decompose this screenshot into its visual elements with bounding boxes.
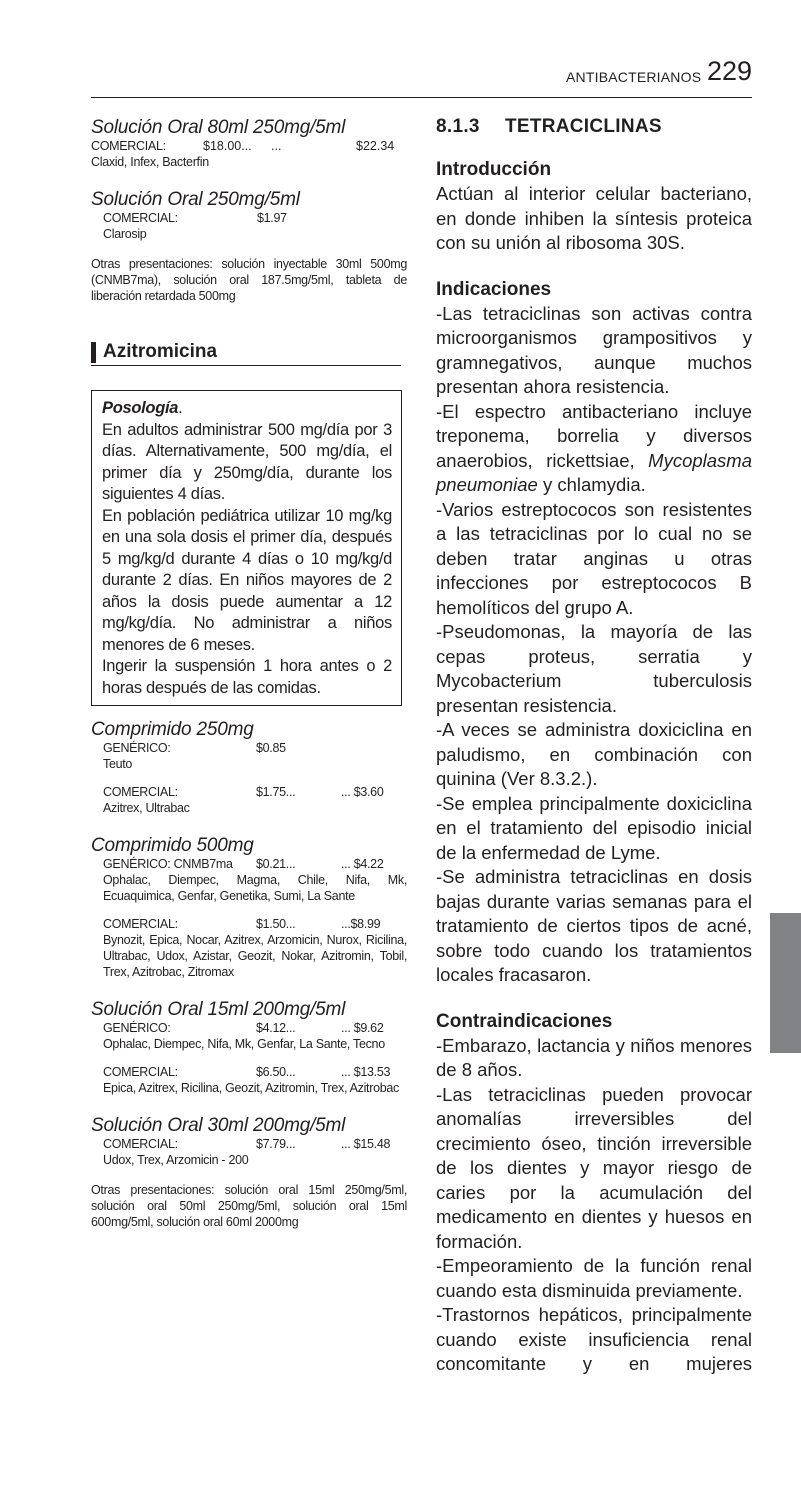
presentation-title: Comprimido 500mg (91, 835, 254, 856)
brand-list: Azitrex, Ultrabac (103, 801, 190, 815)
indication-item: -Las tetraciclinas son activas contra microorganismos grampositivos y gramnegativos, aunque muchos presentan ahora resistencia. (436, 302, 752, 397)
presentation-title: Solución Oral 30ml 200mg/5ml (91, 1115, 346, 1136)
price-row: COMERCIAL: $1.75... ... $3.60 (103, 785, 384, 799)
brand-list: Clarosip (103, 227, 147, 241)
other-presentations-note: Otras presentaciones: solución inyectable 30ml 500mg (CNMB7ma), solución oral 187.5mg/5ml, tableta de liberación retardada 500mg (91, 257, 407, 303)
brand-list: Ophalac, Diempec, Magma, Chile, Nifa, Mk, Ecuaquimica, Genfar, Genetika, Sumi, La Sante (103, 873, 407, 903)
other-presentations-note: Otras presentaciones: solución oral 15ml 250mg/5ml, solución oral 50ml 250mg/5ml, solución oral 15ml 600mg/5ml, solución oral 60ml 2000mg (91, 1183, 407, 1229)
posology-adults: En adultos administrar 500 mg/día por 3 días. Alternativamente, 500 mg/día, el primer día y 250mg/día, durante los siguientes 4 días. (102, 420, 392, 503)
posology-box: Posología. En adultos administrar 500 mg/día por 3 días. Alternativamente, 500 mg/día, el primer día y 250mg/día, durante los siguientes 4 días. En población pediátrica utilizar 10 mg/kg en una sola dosis el primer día, después 5 mg/kg/d durante 4 días o 10 mg/kg/d durante 2 días. En niños mayores de 2 años la dosis puede aumentar a 12 mg/kg/día. No administrar a niños menores de 6 meses. Ingerir la suspensión 1 hora antes o 2 horas después de las comidas. (91, 390, 402, 706)
indication-item: -El espectro antibacteriano incluye treponema, borrelia y diversos anaerobios, rickettsiae, Mycoplasma pneumoniae y chlamydia. (436, 400, 752, 495)
contraindication-item: -Las tetraciclinas pueden provocar anomalías irreversibles del crecimiento óseo, tinción irreversible de los dientes y mayor riesgo de caries por la acumulación del medicamento en dientes y huesos en formación. (436, 1083, 752, 1252)
heading-bar (91, 342, 96, 363)
section-heading (436, 116, 752, 138)
price-row: GENÉRICO: $4.12... ... $9.62 (103, 1021, 384, 1035)
presentation-title: Solución Oral 15ml 200mg/5ml (91, 999, 346, 1020)
drug-heading (91, 341, 401, 366)
brand-list: Udox, Trex, Arzomicin - 200 (103, 1153, 249, 1167)
section-number: 8.1.3 (436, 116, 480, 137)
right-column (436, 116, 752, 1377)
indication-item: -Se administra tetraciclinas en dosis bajas durante varias semanas para el tratamiento de ciertos tipos de acné, sobre todo cuando los tratamientos locales fracasaron. (436, 866, 752, 985)
subheading-introduction: Introducción (436, 159, 552, 180)
presentation-title: Solución Oral 250mg/5ml (91, 189, 300, 210)
indication-item: -Pseudomonas, la mayoría de las cepas proteus, serratia y Mycobacterium tuberculosis presentan resistencia. (436, 621, 752, 716)
left-column: Solución Oral 80ml 250mg/5ml COMERCIAL: $18.00... ... $22.34 Claxid, Infex, Bacterfin Solución Oral 250mg/5ml COMERCIAL: $1.97 Clarosip Otras presentaciones: solución inyectable 30ml 500mg (CNMB7ma), solución oral 187.5mg/5ml, tableta de liberación retardada 500mg Azitromicina Posología. En adultos administrar 500 mg/día por 3 días. Alternativamente, 500 mg/día, el primer día y 250mg/día, durante los siguientes 4 días. En población pediátrica utilizar 10 mg/kg en una sola dosis el primer día, después 5 mg/kg/d durante 4 días o 10 mg/kg/d durante 2 días. En niños mayores de 2 años la dosis puede aumentar a 12 mg/kg/día. No administrar a niños menores de 6 meses. Ingerir la suspensión 1 hora antes o 2 horas después de las comidas. Comprimido 250mg GENÉRICO: $0.85 Teuto COMERCIAL: $1.75... ... $3.60 Azitrex, Ultrabac Comprimido 500mg GENÉRICO: CNMB7ma $0.21... ... $4.22 Ophalac, Diempec, Magma, Chile, Nifa, Mk, Ecuaquimica, Genfar, Genetika, Sumi, La Sante COMERCIAL: $1.50... ...$8.99 Bynozit, Epica, Nocar, Azitrex, Arzomicin, Nurox, Ricilina, Ultrabac, Udox, Azistar, Geozit, Nokar, Azitromin, Tobil, Trex, Azitrobac, Zitromax Solución Oral 15ml 200mg/5ml GENÉRICO: $4.12... ... $9.62 Ophalac, Diempec, Nifa, Mk, Genfar, La Sante, Tecno COMERCIAL: $6.50... ... $13.53 Epica, Azitrex, Ricilina, Geozit, Azitromin, Trex, Azitrobac Solución Oral 30ml 200mg/5ml COMERCIAL: $7.79... ... $15.48 Udox, Trex, Arzomicin - 200 Otras presentaciones: solución oral 15ml 250mg/5ml, solución oral 50ml 250mg/5ml, solución oral 15ml 600mg/5ml, solución oral 60ml 2000mg (91, 117, 407, 1229)
indication-item: -A veces se administra doxiciclina en paludismo, en combinación con quinina (Ver 8.3.2.). (436, 719, 752, 789)
intro-paragraph: Actúan al interior celular bacteriano, en donde inhiben la síntesis proteica con su unión al ribosoma 30S. (436, 183, 752, 253)
brand-list: Bynozit, Epica, Nocar, Azitrex, Arzomicin, Nurox, Ricilina, Ultrabac, Udox, Azistar, Geozit, Nokar, Azitromin, Tobil, Trex, Azitrobac, Zitromax (103, 933, 407, 979)
brand-list: Teuto (103, 757, 133, 771)
price-row: COMERCIAL: $7.79... ... $15.48 (103, 1137, 391, 1151)
presentation-title: Solución Oral 80ml 250mg/5ml (91, 117, 346, 138)
subheading-indications: Indicaciones (436, 278, 552, 300)
drug-name: Azitromicina (103, 341, 218, 362)
price-row: GENÉRICO: CNMB7ma $0.21... ... $4.22 (103, 857, 384, 871)
posology-intake: Ingerir la suspensión 1 hora antes o 2 horas después de las comidas. (102, 657, 392, 697)
contraindication-item: -Trastornos hepáticos, principalmente cuando existe insuficiencia renal concomitante y en mujeres (436, 1304, 752, 1374)
page-number: 229 (707, 56, 753, 86)
contraindication-item: -Empeoramiento de la función renal cuando esta disminuida previamente. (436, 1255, 752, 1301)
header-rule (91, 97, 752, 98)
running-header-section: ANTIBACTERIANOS (566, 69, 702, 85)
price-row: COMERCIAL: (91, 139, 166, 153)
posology-pediatric: En población pediátrica utilizar 10 mg/kg en una sola dosis el primer día, después 5 mg/kg/d durante 4 días o 10 mg/kg/d durante 2 días. En niños mayores de 2 años la dosis puede aumentar a 12 mg/kg/día. No administrar a niños menores de 6 meses. (102, 506, 392, 654)
indication-item: -Se emplea principalmente doxiciclina en el tratamiento del episodio inicial de la enfermedad de Lyme. (436, 792, 752, 863)
indication-item: -Varios estreptococos son resistentes a las tetraciclinas por lo cual no se deben tratar anginas u otras infecciones por estreptococos B hemolíticos del grupo A. (436, 498, 752, 618)
price-row: GENÉRICO: $0.85 (103, 741, 286, 755)
section-title: TETRACICLINAS (504, 116, 662, 137)
posology-title: Posología (102, 399, 179, 417)
contraindication-item: -Embarazo, lactancia y niños menores de 8 años. (436, 1034, 752, 1080)
brand-list: Ophalac, Diempec, Nifa, Mk, Genfar, La Sante, Tecno (103, 1037, 385, 1051)
chapter-thumb-tab (770, 913, 801, 1053)
brand-list: Claxid, Infex, Bacterfin (91, 155, 209, 169)
price-row: COMERCIAL: $1.97 (103, 211, 287, 225)
price-row: COMERCIAL: $1.50... ...$8.99 (103, 917, 381, 931)
subheading-contraindications: Contraindicaciones (436, 1010, 613, 1032)
presentation-title: Comprimido 250mg (91, 719, 254, 740)
price-row: COMERCIAL: $6.50... ... $13.53 (103, 1065, 391, 1079)
brand-list: Epica, Azitrex, Ricilina, Geozit, Azitromin, Trex, Azitrobac (103, 1081, 400, 1095)
